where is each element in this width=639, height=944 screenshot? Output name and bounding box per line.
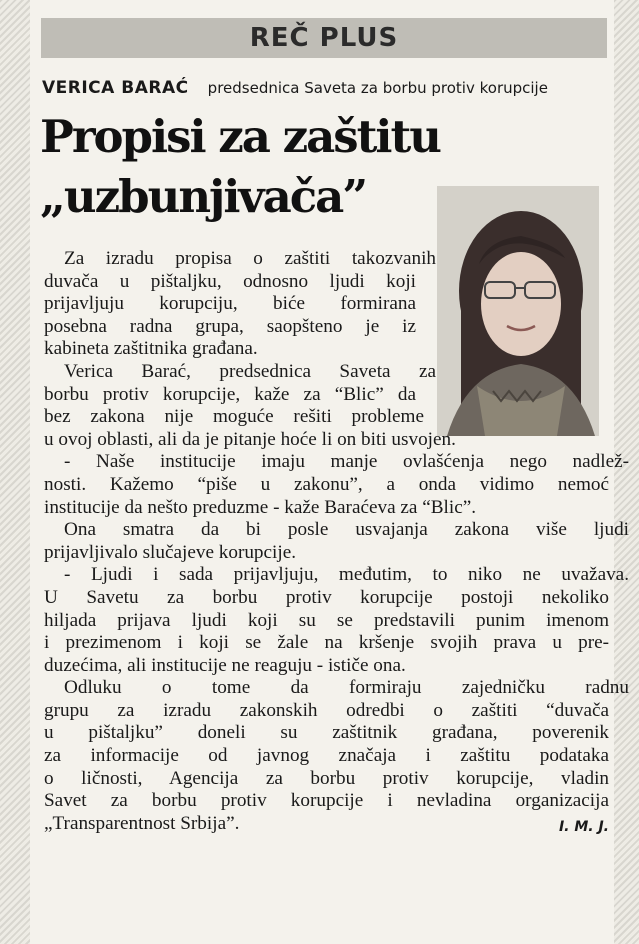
body-line: duzećima, ali institucije ne reaguju - ističe ona.	[44, 654, 406, 676]
section-title: REČ PLUS	[249, 23, 399, 53]
body-line: za informacije od javnog značaja i zaštitu podataka	[44, 745, 609, 767]
article-body	[44, 248, 629, 838]
body-line: i prezimenom i koji se žale na kršenje svojih prava u pre-	[44, 632, 609, 654]
body-line: „Transparentnost Srbija”.	[44, 812, 240, 834]
body-line: Savet za borbu protiv korupcije i nevladina organizacija	[44, 790, 609, 812]
body-line: - Ljudi i sada prijavljuju, međutim, to niko ne uvažava.	[64, 564, 629, 586]
byline-role: predsednica Saveta za borbu protiv korupcije	[207, 79, 548, 97]
body-line: Odluku o tome da formiraju zajedničku radnu	[64, 677, 629, 699]
body-line: nosti. Kažemo “piše u zakonu”, a onda vidimo nemoć	[44, 473, 609, 495]
section-header	[41, 18, 607, 58]
body-line: - Naše institucije imaju manje ovlašćenja nego nadlež-	[64, 451, 629, 473]
body-line: prijavljivalo slučajeve korupcije.	[44, 541, 297, 563]
body-line: bez zakona nije moguće rešiti probleme	[44, 406, 424, 428]
body-line: borbu protiv korupcije, kaže za “Blic” da	[44, 383, 416, 405]
author-initials: I. M. J.	[558, 818, 609, 835]
page-edge-left	[0, 0, 30, 944]
body-line: kabineta zaštitnika građana.	[44, 338, 258, 360]
body-line: institucije da nešto preduzme - kaže Baraćeva za “Blic”.	[44, 496, 477, 518]
body-line: duvača u pištaljku, odnosno ljudi koji	[44, 270, 416, 292]
byline	[42, 78, 602, 98]
body-line: posebna radna grupa, saopšteno je iz	[44, 315, 416, 337]
body-line: Za izradu propisa o zaštiti takozvanih	[64, 248, 436, 269]
body-line: U Savetu za borbu protiv korupcije postoji nekoliko	[44, 586, 609, 608]
body-line: hiljada prijava ljudi koji su se predstavili punim imenom	[44, 609, 609, 631]
body-line: prijavljuju korupciju, biće formirana	[44, 293, 416, 315]
byline-name: VERICA BARAĆ	[42, 78, 189, 98]
body-line-last	[44, 813, 609, 836]
body-line: grupu za izradu zakonskih odredbi o zaštiti “duvača	[44, 699, 609, 721]
headline-line-2: „uzbunjivača”	[40, 170, 367, 223]
body-line: o ličnosti, Agencija za borbu protiv korupcije, vladin	[44, 767, 609, 789]
body-line: Verica Barać, predsednica Saveta za	[64, 360, 436, 382]
body-line: Ona smatra da bi posle usvajanja zakona više ljudi	[64, 519, 629, 541]
body-line: u ovoj oblasti, ali da je pitanje hoće li on biti usvojen.	[44, 428, 456, 450]
body-line: u pištaljku” doneli su zaštitnik građana, poverenik	[44, 722, 609, 744]
headline-line-1: Propisi za zaštitu	[40, 110, 441, 163]
